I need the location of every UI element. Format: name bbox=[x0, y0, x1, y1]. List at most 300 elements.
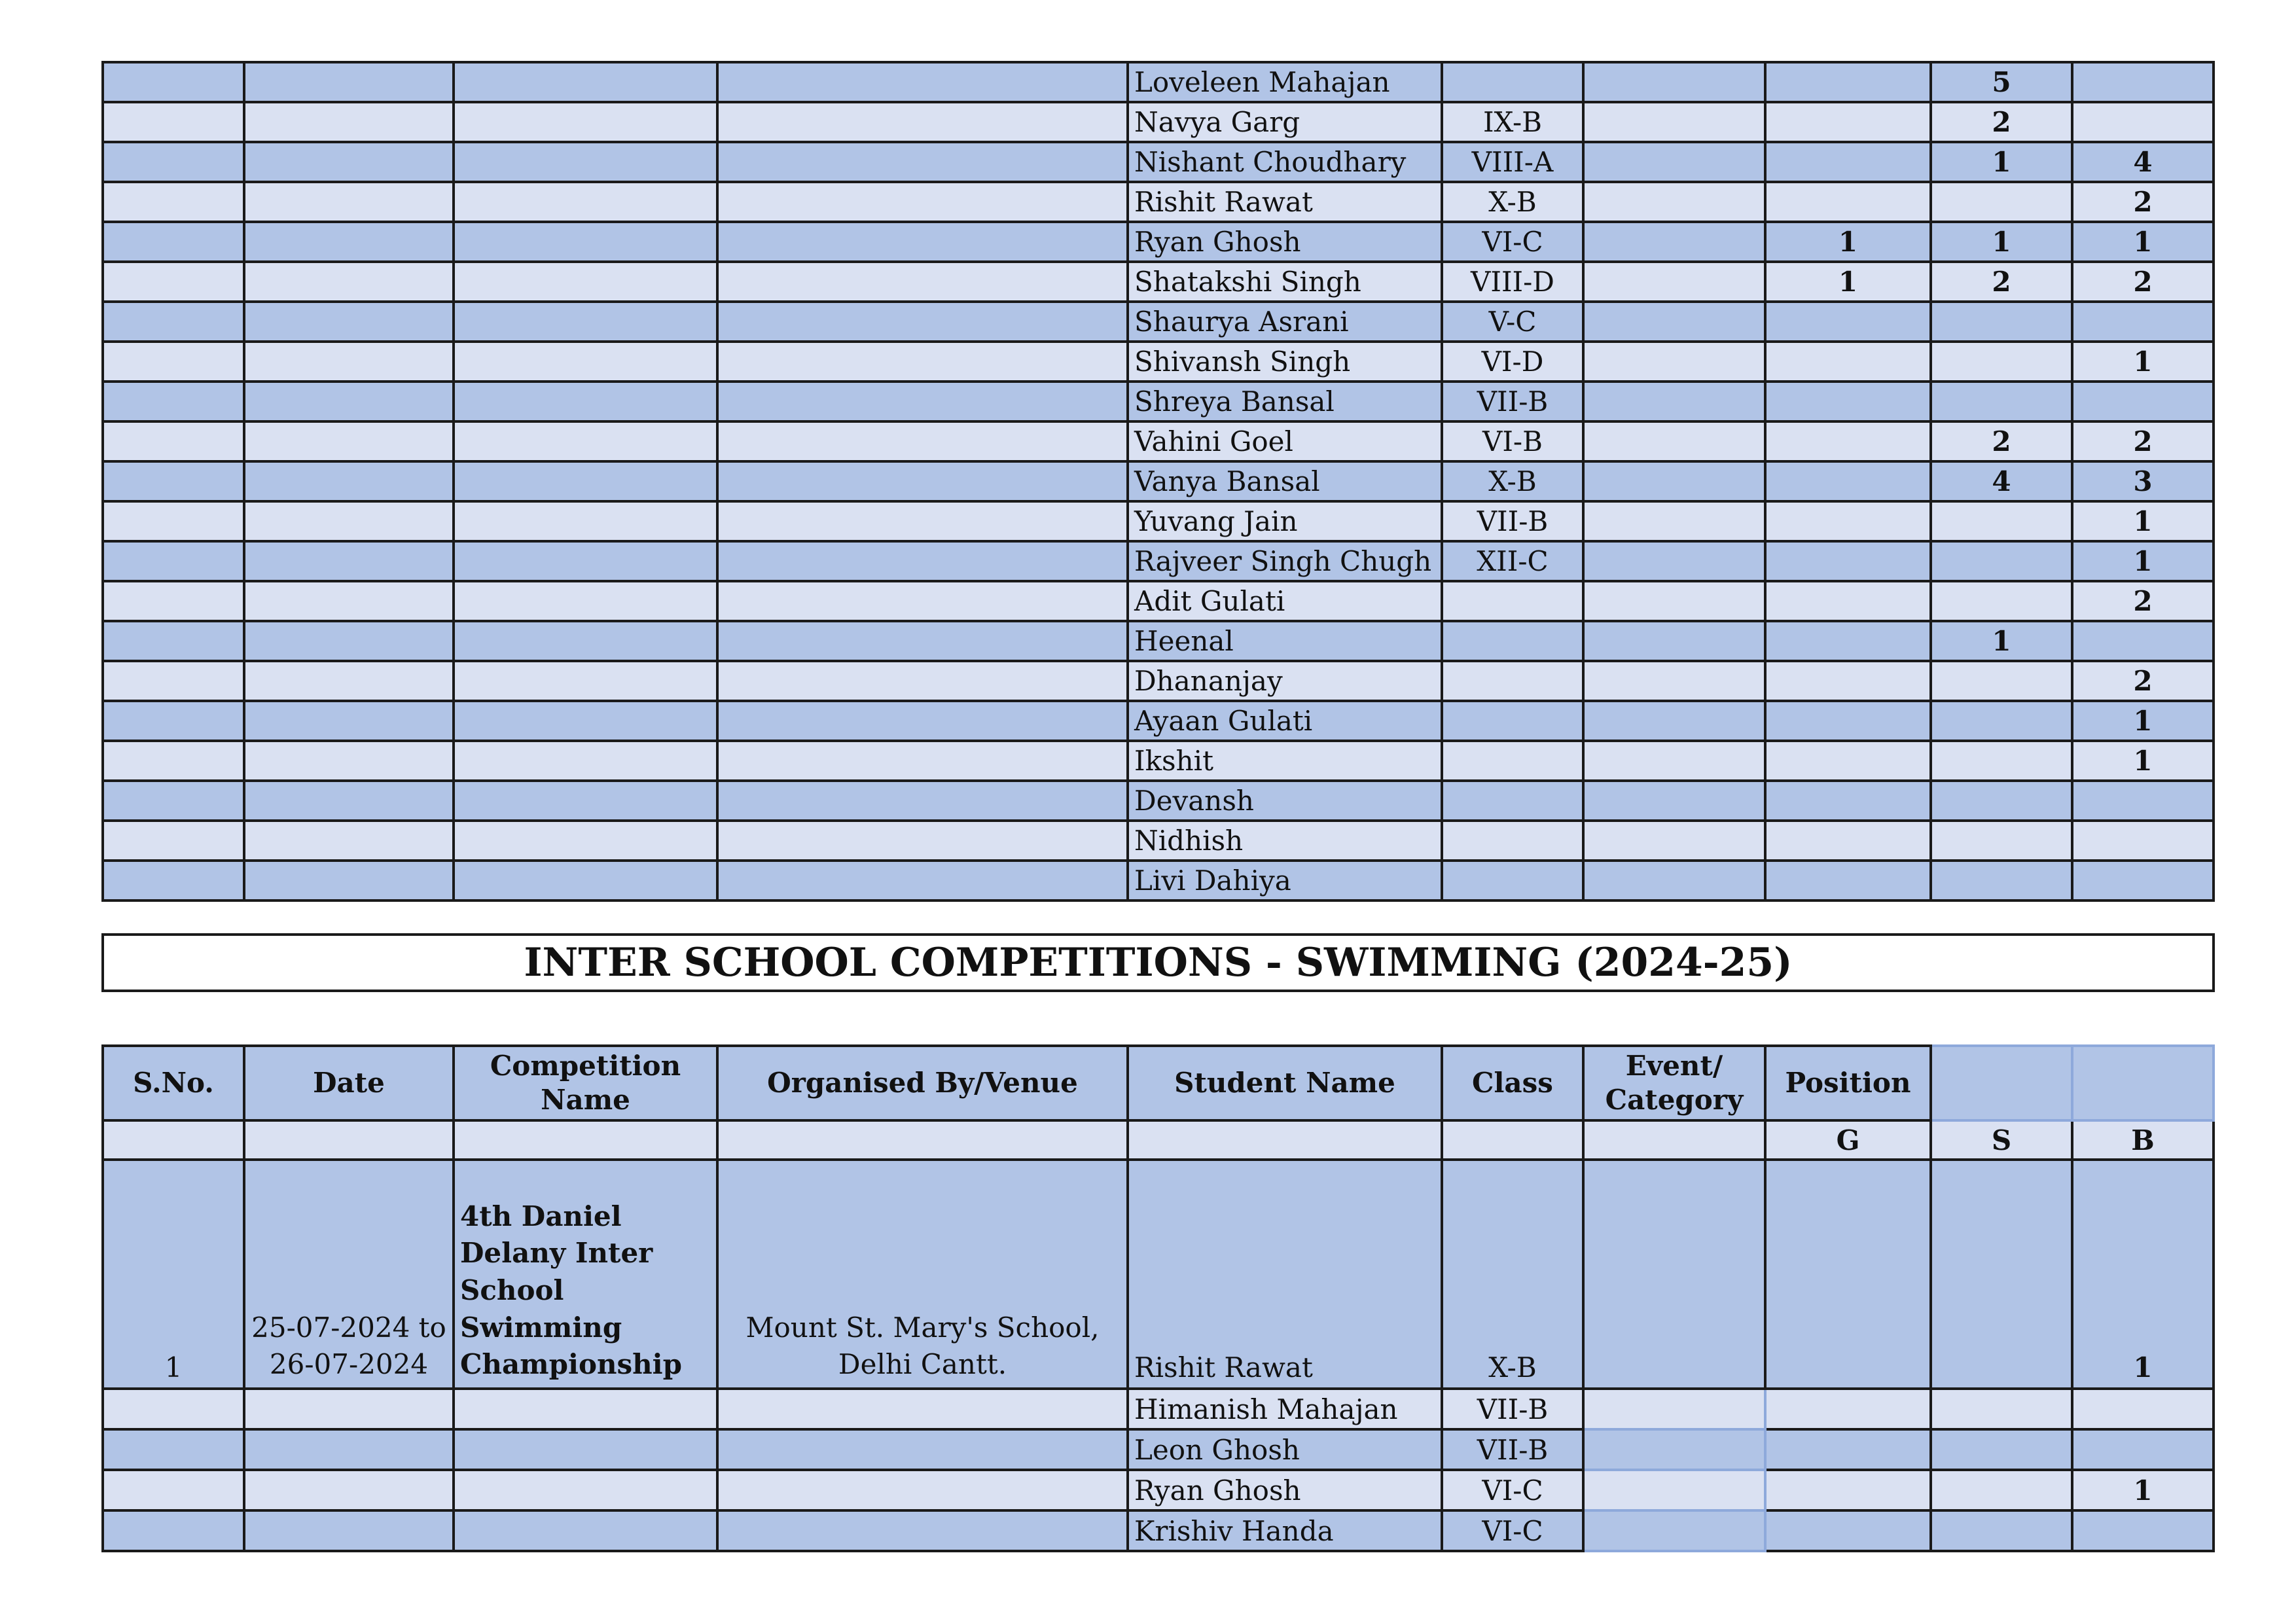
gold-count bbox=[1765, 461, 1931, 501]
empty-cell bbox=[103, 461, 244, 501]
empty-cell bbox=[454, 62, 717, 102]
empty-cell bbox=[454, 182, 717, 222]
table-row bbox=[103, 541, 2214, 581]
gold-count bbox=[1765, 861, 1931, 901]
class-cell bbox=[1442, 821, 1583, 861]
silver-count: 1 bbox=[1931, 621, 2072, 661]
class-cell bbox=[1442, 581, 1583, 621]
bronze-count: 2 bbox=[2072, 182, 2214, 222]
subheader-gold: G bbox=[1765, 1120, 1931, 1160]
empty-cell bbox=[103, 342, 244, 382]
bronze-count bbox=[2072, 102, 2214, 142]
gold-count bbox=[1765, 1510, 1931, 1551]
empty-cell bbox=[454, 342, 717, 382]
class-cell: VII-B bbox=[1442, 1389, 1583, 1429]
bronze-count: 2 bbox=[2072, 661, 2214, 701]
header-class: Class bbox=[1442, 1046, 1583, 1120]
empty-cell bbox=[717, 1429, 1128, 1470]
table-row bbox=[103, 1470, 2214, 1510]
class-cell: VI-C bbox=[1442, 1470, 1583, 1510]
empty-cell bbox=[103, 1470, 244, 1510]
gold-count bbox=[1765, 1470, 1931, 1510]
empty-cell bbox=[244, 1470, 454, 1510]
gold-count bbox=[1765, 541, 1931, 581]
silver-count bbox=[1931, 302, 2072, 342]
empty-cell bbox=[717, 421, 1128, 461]
event-cell bbox=[1583, 382, 1765, 421]
student-name: Shatakshi Singh bbox=[1128, 262, 1442, 302]
empty-cell bbox=[717, 581, 1128, 621]
event-cell bbox=[1583, 1510, 1765, 1551]
empty-cell bbox=[103, 262, 244, 302]
silver-count: 2 bbox=[1931, 262, 2072, 302]
table-row bbox=[103, 501, 2214, 541]
silver-count bbox=[1931, 501, 2072, 541]
empty-cell bbox=[244, 142, 454, 182]
empty-cell bbox=[454, 142, 717, 182]
class-cell: VII-B bbox=[1442, 382, 1583, 421]
student-name: Ikshit bbox=[1128, 741, 1442, 781]
empty-cell bbox=[717, 661, 1128, 701]
empty-cell bbox=[717, 142, 1128, 182]
empty-cell bbox=[103, 182, 244, 222]
bronze-count: 1 bbox=[2072, 541, 2214, 581]
bronze-count bbox=[2072, 621, 2214, 661]
header-venue: Organised By/Venue bbox=[717, 1046, 1128, 1120]
class-cell: X-B bbox=[1442, 461, 1583, 501]
silver-count bbox=[1931, 382, 2072, 421]
table-row bbox=[103, 222, 2214, 262]
silver-count bbox=[1931, 781, 2072, 821]
empty-cell bbox=[454, 661, 717, 701]
event-cell bbox=[1583, 102, 1765, 142]
student-name: Krishiv Handa bbox=[1128, 1510, 1442, 1551]
class-cell: VIII-A bbox=[1442, 142, 1583, 182]
table-row bbox=[103, 861, 2214, 901]
subheader-bronze: B bbox=[2072, 1120, 2214, 1160]
empty-cell bbox=[103, 581, 244, 621]
empty-cell bbox=[454, 222, 717, 262]
gold-count bbox=[1765, 302, 1931, 342]
empty-cell bbox=[244, 222, 454, 262]
empty-cell bbox=[244, 342, 454, 382]
empty-cell bbox=[103, 222, 244, 262]
cell-class: X-B bbox=[1442, 1160, 1583, 1389]
header-empty-s bbox=[1931, 1046, 2072, 1120]
bronze-count: 3 bbox=[2072, 461, 2214, 501]
bronze-count: 1 bbox=[2072, 701, 2214, 741]
empty-cell bbox=[454, 821, 717, 861]
empty-cell bbox=[244, 621, 454, 661]
event-cell bbox=[1583, 541, 1765, 581]
table-row bbox=[103, 262, 2214, 302]
header-row bbox=[103, 1046, 2214, 1120]
class-cell bbox=[1442, 781, 1583, 821]
empty-cell bbox=[717, 262, 1128, 302]
student-name: Loveleen Mahajan bbox=[1128, 62, 1442, 102]
empty-cell bbox=[244, 461, 454, 501]
subheader-empty bbox=[1442, 1120, 1583, 1160]
event-cell bbox=[1583, 342, 1765, 382]
empty-cell bbox=[244, 541, 454, 581]
empty-cell bbox=[103, 382, 244, 421]
empty-cell bbox=[244, 102, 454, 142]
event-cell bbox=[1583, 621, 1765, 661]
empty-cell bbox=[717, 342, 1128, 382]
empty-cell bbox=[244, 302, 454, 342]
table-row bbox=[103, 302, 2214, 342]
empty-cell bbox=[454, 262, 717, 302]
header-empty-b bbox=[2072, 1046, 2214, 1120]
empty-cell bbox=[454, 1429, 717, 1470]
event-cell bbox=[1583, 1389, 1765, 1429]
blank-spacer-row bbox=[103, 991, 2214, 1046]
student-name: Vahini Goel bbox=[1128, 421, 1442, 461]
bronze-count: 1 bbox=[2072, 501, 2214, 541]
empty-cell bbox=[454, 1470, 717, 1510]
empty-cell bbox=[103, 621, 244, 661]
table-row bbox=[103, 382, 2214, 421]
empty-cell bbox=[103, 1429, 244, 1470]
empty-cell bbox=[717, 741, 1128, 781]
bronze-count: 4 bbox=[2072, 142, 2214, 182]
subheader-empty bbox=[717, 1120, 1128, 1160]
empty-cell bbox=[244, 182, 454, 222]
table-row bbox=[103, 1389, 2214, 1429]
empty-cell bbox=[454, 741, 717, 781]
event-cell bbox=[1583, 62, 1765, 102]
empty-cell bbox=[454, 541, 717, 581]
event-cell bbox=[1583, 262, 1765, 302]
student-name: Ryan Ghosh bbox=[1128, 1470, 1442, 1510]
gold-count bbox=[1765, 421, 1931, 461]
gold-count bbox=[1765, 581, 1931, 621]
empty-cell bbox=[244, 701, 454, 741]
empty-cell bbox=[103, 142, 244, 182]
bronze-count: 1 bbox=[2072, 222, 2214, 262]
table-row bbox=[103, 621, 2214, 661]
student-name: Shivansh Singh bbox=[1128, 342, 1442, 382]
empty-cell bbox=[717, 102, 1128, 142]
silver-count bbox=[1931, 581, 2072, 621]
empty-cell bbox=[244, 62, 454, 102]
class-cell: X-B bbox=[1442, 182, 1583, 222]
gold-count bbox=[1765, 1389, 1931, 1429]
student-name: Rishit Rawat bbox=[1128, 182, 1442, 222]
header-position: Position bbox=[1765, 1046, 1931, 1120]
gold-count bbox=[1765, 382, 1931, 421]
event-cell bbox=[1583, 421, 1765, 461]
table-row bbox=[103, 1429, 2214, 1470]
empty-cell bbox=[103, 421, 244, 461]
silver-count bbox=[1931, 1510, 2072, 1551]
empty-cell bbox=[103, 861, 244, 901]
silver-count bbox=[1931, 1429, 2072, 1470]
student-name: Heenal bbox=[1128, 621, 1442, 661]
header-date: Date bbox=[244, 1046, 454, 1120]
subheader-empty bbox=[1128, 1120, 1442, 1160]
class-cell bbox=[1442, 661, 1583, 701]
silver-count bbox=[1931, 1470, 2072, 1510]
empty-cell bbox=[103, 302, 244, 342]
bronze-count: 1 bbox=[2072, 741, 2214, 781]
class-cell: V-C bbox=[1442, 302, 1583, 342]
empty-cell bbox=[103, 1389, 244, 1429]
cell-bronze: 1 bbox=[2072, 1160, 2214, 1389]
class-cell bbox=[1442, 621, 1583, 661]
student-name: Nidhish bbox=[1128, 821, 1442, 861]
table-row bbox=[103, 581, 2214, 621]
event-cell bbox=[1583, 581, 1765, 621]
gold-count bbox=[1765, 102, 1931, 142]
empty-cell bbox=[454, 102, 717, 142]
student-name: Vanya Bansal bbox=[1128, 461, 1442, 501]
empty-cell bbox=[717, 541, 1128, 581]
silver-count bbox=[1931, 701, 2072, 741]
empty-cell bbox=[103, 501, 244, 541]
silver-count bbox=[1931, 342, 2072, 382]
empty-cell bbox=[717, 222, 1128, 262]
cell-sno: 1 bbox=[103, 1160, 244, 1389]
empty-cell bbox=[454, 581, 717, 621]
event-cell bbox=[1583, 1429, 1765, 1470]
student-name: Rajveer Singh Chugh bbox=[1128, 541, 1442, 581]
empty-cell bbox=[244, 421, 454, 461]
empty-cell bbox=[454, 1510, 717, 1551]
class-cell bbox=[1442, 741, 1583, 781]
silver-count bbox=[1931, 541, 2072, 581]
empty-cell bbox=[454, 382, 717, 421]
table-row bbox=[103, 342, 2214, 382]
bronze-count bbox=[2072, 302, 2214, 342]
gold-count bbox=[1765, 621, 1931, 661]
empty-cell bbox=[717, 501, 1128, 541]
empty-cell bbox=[103, 781, 244, 821]
empty-cell bbox=[244, 1389, 454, 1429]
gold-count bbox=[1765, 501, 1931, 541]
empty-cell bbox=[244, 262, 454, 302]
class-cell: VIII-D bbox=[1442, 262, 1583, 302]
empty-cell bbox=[717, 701, 1128, 741]
empty-cell bbox=[244, 1510, 454, 1551]
empty-cell bbox=[717, 62, 1128, 102]
class-cell bbox=[1442, 62, 1583, 102]
bronze-count: 1 bbox=[2072, 342, 2214, 382]
table-row bbox=[103, 421, 2214, 461]
silver-count: 4 bbox=[1931, 461, 2072, 501]
empty-cell bbox=[454, 701, 717, 741]
header-student-name: Student Name bbox=[1128, 1046, 1442, 1120]
bronze-count: 1 bbox=[2072, 1470, 2214, 1510]
empty-cell bbox=[103, 62, 244, 102]
silver-count bbox=[1931, 821, 2072, 861]
empty-cell bbox=[103, 661, 244, 701]
empty-cell bbox=[717, 182, 1128, 222]
empty-cell bbox=[244, 501, 454, 541]
empty-cell bbox=[717, 382, 1128, 421]
class-cell: VI-C bbox=[1442, 222, 1583, 262]
student-name: Navya Garg bbox=[1128, 102, 1442, 142]
empty-cell bbox=[103, 701, 244, 741]
competition-row bbox=[103, 1160, 2214, 1389]
bronze-count bbox=[2072, 1510, 2214, 1551]
empty-cell bbox=[244, 821, 454, 861]
table-row bbox=[103, 1510, 2214, 1551]
table-row bbox=[103, 821, 2214, 861]
student-name: Shaurya Asrani bbox=[1128, 302, 1442, 342]
empty-cell bbox=[103, 821, 244, 861]
silver-count: 2 bbox=[1931, 102, 2072, 142]
bronze-count bbox=[2072, 382, 2214, 421]
event-cell bbox=[1583, 182, 1765, 222]
cell-gold bbox=[1765, 1160, 1931, 1389]
gold-count bbox=[1765, 62, 1931, 102]
empty-cell bbox=[454, 621, 717, 661]
empty-cell bbox=[717, 1470, 1128, 1510]
event-cell bbox=[1583, 661, 1765, 701]
silver-count: 1 bbox=[1931, 142, 2072, 182]
event-cell bbox=[1583, 741, 1765, 781]
class-cell bbox=[1442, 701, 1583, 741]
gold-count bbox=[1765, 142, 1931, 182]
student-name: Adit Gulati bbox=[1128, 581, 1442, 621]
empty-cell bbox=[717, 302, 1128, 342]
bronze-count bbox=[2072, 62, 2214, 102]
subheader-empty bbox=[454, 1120, 717, 1160]
empty-cell bbox=[717, 621, 1128, 661]
empty-cell bbox=[717, 1510, 1128, 1551]
empty-cell bbox=[103, 541, 244, 581]
cell-event bbox=[1583, 1160, 1765, 1389]
gold-count bbox=[1765, 342, 1931, 382]
table-row bbox=[103, 142, 2214, 182]
bronze-count bbox=[2072, 821, 2214, 861]
empty-cell bbox=[717, 861, 1128, 901]
section-title: INTER SCHOOL COMPETITIONS - SWIMMING (2024-25) bbox=[103, 935, 2214, 991]
gold-count bbox=[1765, 1429, 1931, 1470]
cell-competition-name: 4th Daniel Delany Inter School Swimming Championship bbox=[454, 1160, 717, 1389]
header-sno: S.No. bbox=[103, 1046, 244, 1120]
cell-student-name: Rishit Rawat bbox=[1128, 1160, 1442, 1389]
student-name: Ryan Ghosh bbox=[1128, 222, 1442, 262]
table-row bbox=[103, 741, 2214, 781]
empty-cell bbox=[244, 661, 454, 701]
empty-cell bbox=[454, 781, 717, 821]
subheader-empty bbox=[103, 1120, 244, 1160]
class-cell: VI-C bbox=[1442, 1510, 1583, 1551]
achievements-table-continued bbox=[101, 61, 2215, 902]
gold-count bbox=[1765, 182, 1931, 222]
cell-silver bbox=[1931, 1160, 2072, 1389]
table-row bbox=[103, 661, 2214, 701]
empty-cell bbox=[244, 1429, 454, 1470]
gold-count bbox=[1765, 781, 1931, 821]
empty-cell bbox=[454, 302, 717, 342]
event-cell bbox=[1583, 861, 1765, 901]
empty-cell bbox=[103, 1510, 244, 1551]
event-cell bbox=[1583, 821, 1765, 861]
table-row bbox=[103, 62, 2214, 102]
empty-cell bbox=[244, 861, 454, 901]
silver-count: 5 bbox=[1931, 62, 2072, 102]
bronze-count bbox=[2072, 1389, 2214, 1429]
subheader-silver: S bbox=[1931, 1120, 2072, 1160]
bronze-count bbox=[2072, 1429, 2214, 1470]
class-cell: VI-B bbox=[1442, 421, 1583, 461]
bronze-count: 2 bbox=[2072, 262, 2214, 302]
empty-cell bbox=[454, 421, 717, 461]
student-name: Livi Dahiya bbox=[1128, 861, 1442, 901]
table-row bbox=[103, 182, 2214, 222]
student-name: Dhananjay bbox=[1128, 661, 1442, 701]
event-cell bbox=[1583, 501, 1765, 541]
empty-cell bbox=[454, 1389, 717, 1429]
empty-cell bbox=[244, 581, 454, 621]
empty-cell bbox=[717, 821, 1128, 861]
bronze-count bbox=[2072, 781, 2214, 821]
empty-cell bbox=[244, 781, 454, 821]
gold-count: 1 bbox=[1765, 262, 1931, 302]
gold-count bbox=[1765, 701, 1931, 741]
class-cell: XII-C bbox=[1442, 541, 1583, 581]
class-cell: VII-B bbox=[1442, 501, 1583, 541]
silver-count: 1 bbox=[1931, 222, 2072, 262]
subheader-row bbox=[103, 1120, 2214, 1160]
empty-cell bbox=[244, 741, 454, 781]
bronze-count bbox=[2072, 861, 2214, 901]
class-cell bbox=[1442, 861, 1583, 901]
empty-cell bbox=[103, 741, 244, 781]
gold-count: 1 bbox=[1765, 222, 1931, 262]
empty-cell bbox=[717, 1389, 1128, 1429]
silver-count bbox=[1931, 741, 2072, 781]
empty-cell bbox=[454, 861, 717, 901]
event-cell bbox=[1583, 302, 1765, 342]
bronze-count: 2 bbox=[2072, 421, 2214, 461]
cell-venue: Mount St. Mary's School, Delhi Cantt. bbox=[717, 1160, 1128, 1389]
event-cell bbox=[1583, 781, 1765, 821]
student-name: Leon Ghosh bbox=[1128, 1429, 1442, 1470]
subheader-empty bbox=[1583, 1120, 1765, 1160]
student-name: Yuvang Jain bbox=[1128, 501, 1442, 541]
cell-date: 25-07-2024 to 26-07-2024 bbox=[244, 1160, 454, 1389]
table-row bbox=[103, 102, 2214, 142]
empty-cell bbox=[717, 781, 1128, 821]
header-competition-name: Competition Name bbox=[454, 1046, 717, 1120]
subheader-empty bbox=[244, 1120, 454, 1160]
student-name: Himanish Mahajan bbox=[1128, 1389, 1442, 1429]
bronze-count: 2 bbox=[2072, 581, 2214, 621]
header-event-category: Event/ Category bbox=[1583, 1046, 1765, 1120]
class-cell: VII-B bbox=[1442, 1429, 1583, 1470]
event-cell bbox=[1583, 142, 1765, 182]
silver-count bbox=[1931, 861, 2072, 901]
class-cell: IX-B bbox=[1442, 102, 1583, 142]
empty-cell bbox=[244, 382, 454, 421]
empty-cell bbox=[103, 102, 244, 142]
silver-count bbox=[1931, 182, 2072, 222]
empty-cell bbox=[454, 501, 717, 541]
event-cell bbox=[1583, 461, 1765, 501]
swimming-competition-table bbox=[101, 933, 2215, 1552]
student-name: Shreya Bansal bbox=[1128, 382, 1442, 421]
empty-cell bbox=[717, 461, 1128, 501]
empty-cell bbox=[454, 461, 717, 501]
silver-count: 2 bbox=[1931, 421, 2072, 461]
table-row bbox=[103, 461, 2214, 501]
class-cell: VI-D bbox=[1442, 342, 1583, 382]
gold-count bbox=[1765, 741, 1931, 781]
